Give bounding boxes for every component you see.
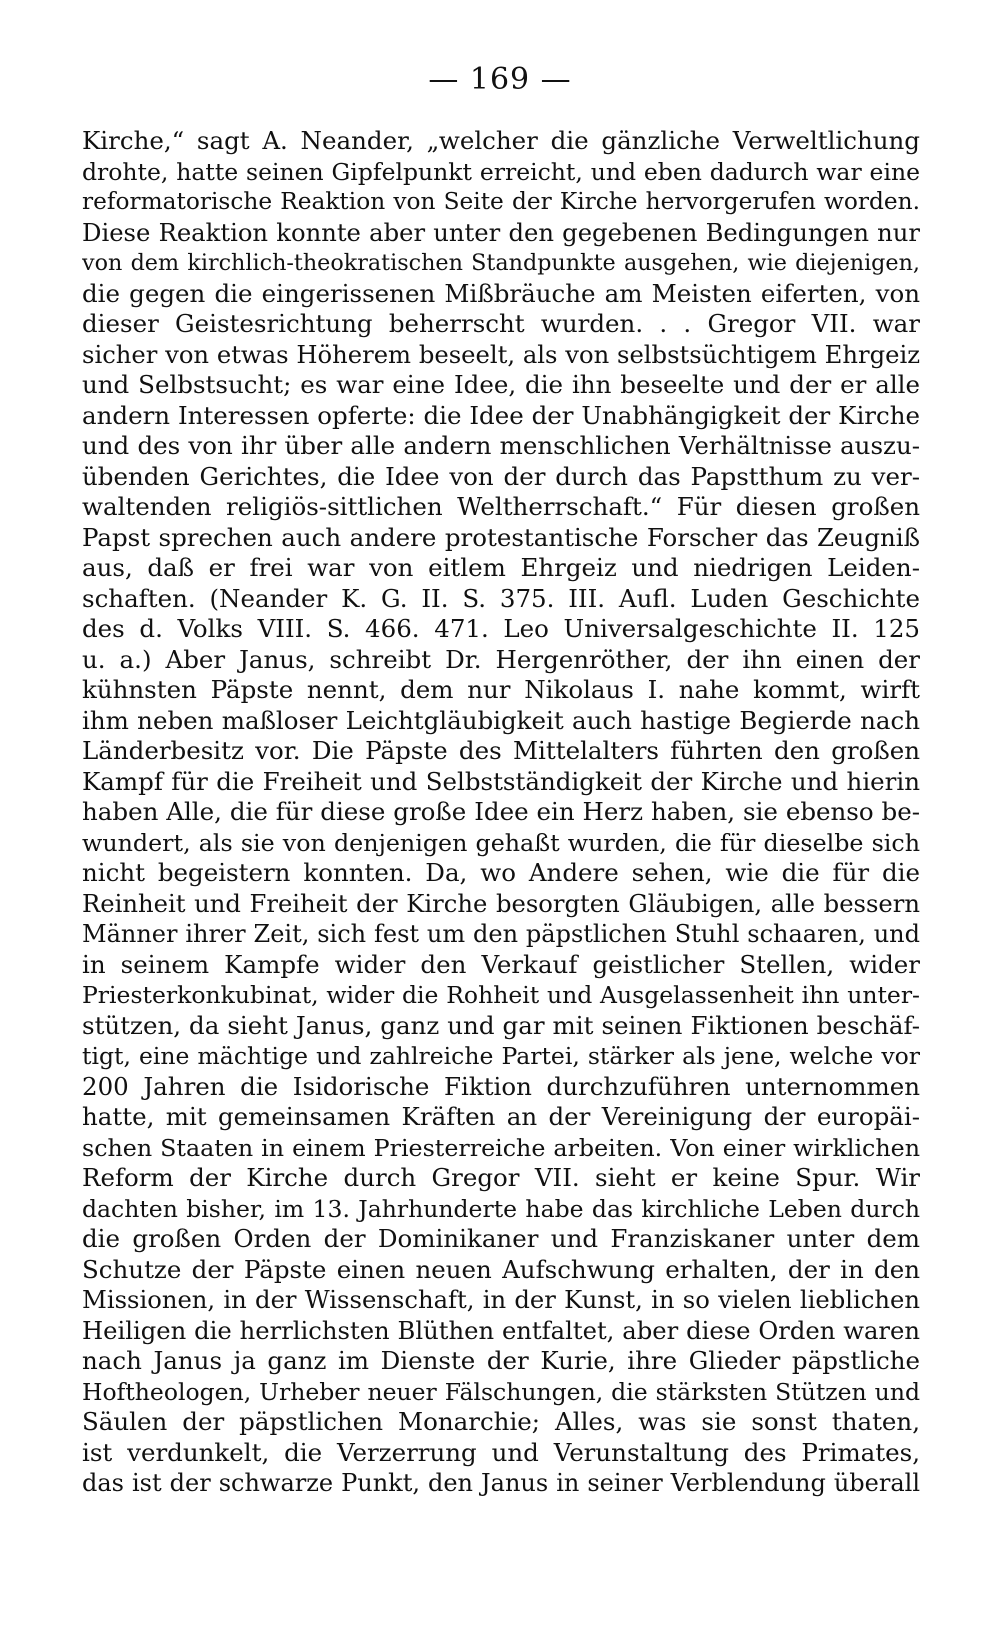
text-line: Säulen der päpstlichen Monarchie; Alles, was sie sonst thaten, [82, 1407, 920, 1436]
text-line: Hoftheologen, Urheber neuer Fälschungen, die stärksten Stützen und [82, 1377, 920, 1406]
text-line: tigt, eine mächtige und zahlreiche Partei, stärker als jene, welche vor [82, 1042, 920, 1070]
text-line: Diese Reaktion konnte aber unter den gegebenen Bedingungen nur [82, 217, 920, 247]
text-line: Länderbesitz vor. Die Päpste des Mittelalters führten den großen [82, 736, 920, 765]
text-line: und des von ihr über alle andern menschlichen Verhältnisse auszu- [82, 431, 920, 460]
text-line: Missionen, in der Wissenschaft, in der Kunst, in so vielen lieblichen [82, 1285, 920, 1314]
text-line: aus, daß er frei war von eitlem Ehrgeiz und niedrigen Leiden- [82, 553, 920, 582]
text-line: 200 Jahren die Isidorische Fiktion durchzuführen unternommen [82, 1071, 920, 1101]
text-line: nach Janus ja ganz im Dienste der Kurie, ihre Glieder päpstliche [82, 1346, 920, 1375]
text-line: Männer ihrer Zeit, sich fest um den päpstlichen Stuhl schaaren, und [82, 920, 920, 948]
text-line: ihm neben maßloser Leichtgläubigkeit auch hastige Begierde nach [82, 705, 920, 735]
text-line: Papst sprechen auch andere protestantische Forscher das Zeugniß [82, 522, 920, 552]
text-line: reformatorische Reaktion von Seite der Kirche hervorgerufen worden. [82, 188, 920, 215]
text-line: drohte, hatte seinen Gipfelpunkt erreicht, und eben dadurch war eine [82, 157, 920, 186]
text-line: dachten bisher, im 13. Jahrhunderte habe das kirchliche Leben durch [82, 1194, 920, 1223]
text-line: das ist der schwarze Punkt, den Janus in seiner Verblendung überall [82, 1469, 920, 1497]
body-text [82, 126, 920, 1499]
text-line: die gegen die eingerissenen Mißbräuche am Meisten eiferten, von [82, 278, 920, 308]
text-line: waltenden religiös-sittlichen Weltherrschaft.“ Für diesen großen [82, 492, 920, 521]
text-line: hatte, mit gemeinsamen Kräften an der Vereinigung der europäi- [82, 1102, 920, 1131]
text-line: schen Staaten in einem Priesterreiche arbeiten. Von einer wirklichen [82, 1133, 920, 1162]
text-line: Schutze der Päpste einen neuen Aufschwung erhalten, der in den [82, 1254, 920, 1284]
text-line: stützen, da sieht Janus, ganz und gar mit seinen Fiktionen beschäf- [82, 1010, 920, 1040]
text-line: sicher von etwas Höherem beseelt, als von selbstsüchtigem Ehrgeiz [82, 339, 920, 369]
text-line: dieser Geistesrichtung beherrscht wurden. . . Gregor VII. war [82, 309, 920, 338]
text-line: und Selbstsucht; es war eine Idee, die ihn beseelte und der er alle [82, 370, 920, 399]
text-line: Reform der Kirche durch Gregor VII. sieht er keine Spur. Wir [82, 1163, 920, 1192]
text-line: des d. Volks VIII. S. 466. 471. Leo Universalgeschichte II. 125 [82, 614, 920, 643]
page-number: — 169 — [428, 62, 572, 97]
text-line: übenden Gerichtes, die Idee von der durch das Papstthum zu ver- [82, 461, 920, 491]
text-line: andern Interessen opferte: die Idee der Unabhängigkeit der Kirche [82, 400, 920, 430]
text-line: Kampf für die Freiheit und Selbstständigkeit der Kirche und hierin [82, 766, 920, 796]
text-line: von dem kirchlich-theokratischen Standpunkte ausgehen, wie diejenigen, [82, 250, 920, 276]
text-line: haben Alle, die für diese große Idee ein Herz haben, sie ebenso be- [82, 797, 920, 826]
text-line: wundert, als sie von denjenigen gehaßt wurden, die für dieselbe sich [82, 828, 920, 857]
text-line: u. a.) Aber Janus, schreibt Dr. Hergenröther, der ihn einen der [82, 644, 920, 674]
text-line: kühnsten Päpste nennt, dem nur Nikolaus I. nahe kommt, wirft [82, 675, 920, 704]
text-line: Heiligen die herrlichsten Blüthen entfaltet, aber diese Orden waren [82, 1315, 920, 1345]
text-line: schaften. (Neander K. G. II. S. 375. III. Aufl. Luden Geschichte [82, 583, 920, 613]
text-line: Kirche,“ sagt A. Neander, „welcher die gänzliche Verweltlichung [82, 126, 920, 155]
text-line: Reinheit und Freiheit der Kirche besorgten Gläubigen, alle bessern [82, 888, 920, 918]
text-line: die großen Orden der Dominikaner und Franziskaner unter dem [82, 1224, 920, 1253]
text-line: Priesterkonkubinat, wider die Rohheit und Ausgelassenheit ihn unter- [82, 981, 920, 1009]
text-line: in seinem Kampfe wider den Verkauf geistlicher Stellen, wider [82, 949, 920, 979]
text-line: nicht begeistern konnten. Da, wo Andere sehen, wie die für die [82, 858, 920, 887]
text-line: ist verdunkelt, die Verzerrung und Verunstaltung des Primates, [82, 1437, 920, 1467]
